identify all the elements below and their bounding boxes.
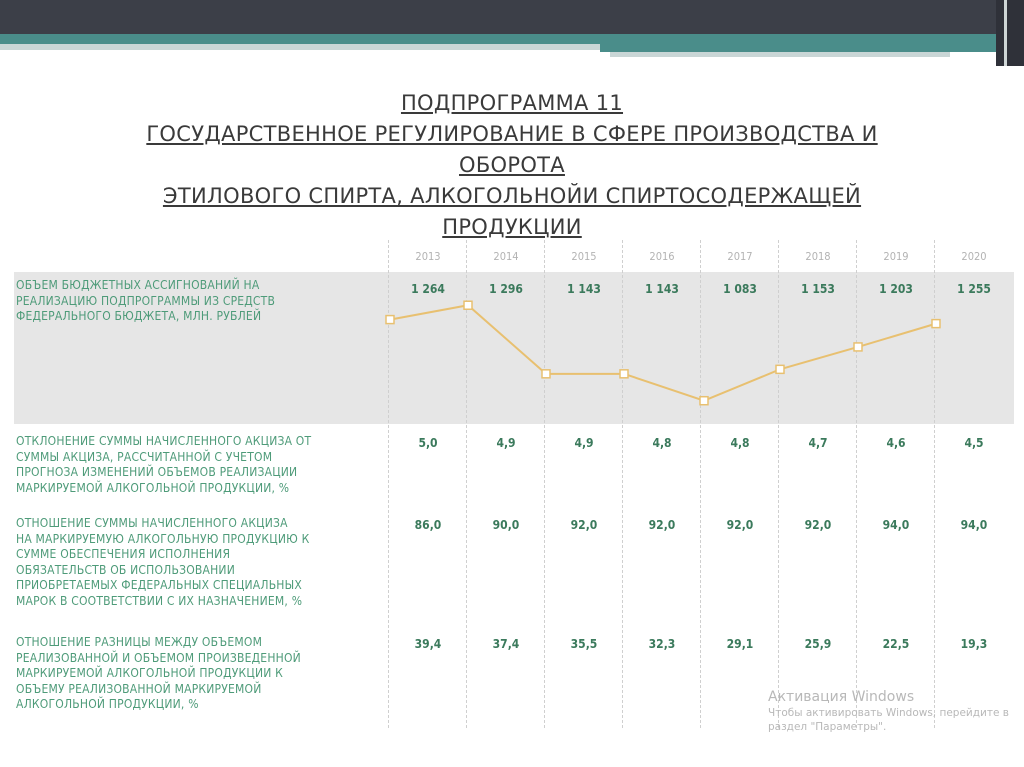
row-label [16,635,382,713]
row-label-line: МАРОК В СООТВЕТСТВИИ С ИХ НАЗНАЧЕНИЕМ, % [16,593,303,608]
table-cell: 1 255 [957,282,991,296]
table-cell: 1 083 [723,282,757,296]
column-divider [466,240,467,728]
row-label-line: ПРОГНОЗА ИЗМЕНЕНИЙ ОБЪЕМОВ РЕАЛИЗАЦИИ [16,465,298,479]
row-label-line: ОБЯЗАТЕЛЬСТВ ОБ ИСПОЛЬЗОВАНИИ [16,562,235,577]
watermark-line: Чтобы активировать Windows, перейдите в [768,707,1009,719]
title-line: ПРОДУКЦИИ [442,215,582,239]
top-teal-stripe-short [600,44,1000,52]
table-cell: 1 143 [567,282,601,296]
table-cell: 4,5 [964,436,984,450]
row-label-line: СУММЕ ОБЕСПЕЧЕНИЯ ИСПОЛНЕНИЯ [16,547,231,561]
column-divider [856,240,857,728]
table-cell: 4,9 [574,436,594,450]
year-header: 2017 [727,250,753,263]
row-label-line: РЕАЛИЗАЦИЮ ПОДПРОГРАММЫ ИЗ СРЕДСТВ [16,293,276,308]
row-label-line: ПРИОБРЕТАЕМЫХ ФЕДЕРАЛЬНЫХ СПЕЦИАЛЬНЫХ [16,578,302,592]
row-label-line: МАРКИРУЕМОЙ АЛКОГОЛЬНОЙ ПРОДУКЦИИ К [16,666,283,680]
table-cell: 35,5 [570,637,598,651]
slide-title [60,88,964,243]
year-header: 2018 [805,250,831,263]
row-label-line: МАРКИРУЕМОЙ АЛКОГОЛЬНОЙ ПРОДУКЦИИ, % [16,480,290,495]
title-line: ГОСУДАРСТВЕННОЕ РЕГУЛИРОВАНИЕ В СФЕРЕ ПРОИЗВОДСТВА И [146,122,878,146]
row-label-line: СУММЫ АКЦИЗА, РАССЧИТАННОЙ С УЧЕТОМ [16,449,273,464]
watermark-line: раздел "Параметры". [768,721,887,733]
year-header: 2016 [649,250,675,263]
table-cell: 86,0 [414,518,442,532]
top-right-block [996,0,1024,66]
year-header: 2019 [883,250,909,263]
table-cell: 29,1 [726,637,754,651]
windows-activation-watermark [768,688,1018,734]
column-divider [700,240,701,728]
year-header: 2013 [415,250,441,263]
table-cell: 19,3 [960,637,988,651]
column-divider [388,240,389,728]
top-teal-stripe [0,34,1000,44]
table-cell: 25,9 [804,637,832,651]
column-divider [622,240,623,728]
top-dark-band [0,0,1024,34]
table-cell: 4,8 [652,436,672,450]
title-line: ПОДПРОГРАММА 11 [400,91,624,115]
table-cell: 4,9 [496,436,516,450]
title-line: ОБОРОТА [459,153,565,177]
title-line: ЭТИЛОВОГО СПИРТА, АЛКОГОЛЬНОЙИ СПИРТОСОДЕРЖАЩЕЙ [162,184,862,208]
year-header: 2015 [571,250,597,263]
table-cell: 4,6 [886,436,906,450]
table-cell: 22,5 [882,637,910,651]
table-cell: 4,8 [730,436,750,450]
table-cell: 92,0 [726,518,754,532]
column-divider [778,240,779,728]
top-gray-stripe-short [610,52,950,57]
table-cell: 94,0 [882,518,910,532]
column-divider [544,240,545,728]
row-label [16,516,382,609]
table-cell: 1 264 [411,282,445,296]
row-label [16,434,382,496]
row-label-line: ОТНОШЕНИЕ РАЗНИЦЫ МЕЖДУ ОБЪЕМОМ [16,635,263,649]
table-cell: 1 296 [489,282,523,296]
table-cell: 39,4 [414,637,442,651]
watermark-title: Активация Windows [768,689,915,705]
top-right-divider [1004,0,1007,66]
top-gray-stripe [0,44,600,50]
year-header: 2014 [493,250,519,263]
row-label [16,278,382,325]
table-cell: 32,3 [648,637,676,651]
table-cell: 1 153 [801,282,835,296]
top-decorative-bar [0,0,1024,66]
table-cell: 92,0 [648,518,676,532]
row-label-line: НА МАРКИРУЕМУЮ АЛКОГОЛЬНУЮ ПРОДУКЦИЮ К [16,531,310,546]
row-label-line: РЕАЛИЗОВАННОЙ И ОБЪЕМОМ ПРОИЗВЕДЕННОЙ [16,650,301,665]
row-label-line: ОТНОШЕНИЕ СУММЫ НАЧИСЛЕННОГО АКЦИЗА [16,516,288,530]
table-cell: 94,0 [960,518,988,532]
table-cell: 1 203 [879,282,913,296]
row-label-line: ФЕДЕРАЛЬНОГО БЮДЖЕТА, МЛН. РУБЛЕЙ [16,309,262,323]
row-label-line: ОТКЛОНЕНИЕ СУММЫ НАЧИСЛЕННОГО АКЦИЗА ОТ [16,434,312,448]
column-divider [934,240,935,728]
table-cell: 92,0 [804,518,832,532]
table-cell: 4,7 [808,436,828,450]
table-cell: 5,0 [418,436,438,450]
table-cell: 1 143 [645,282,679,296]
row-label-line: ОБЪЕМ БЮДЖЕТНЫХ АССИГНОВАНИЙ НА [16,278,260,292]
row-label-line: АЛКОГОЛЬНОЙ ПРОДУКЦИИ, % [16,697,199,711]
table-cell: 37,4 [492,637,520,651]
table-cell: 92,0 [570,518,598,532]
row-label-line: ОБЪЕМУ РЕАЛИЗОВАННОЙ МАРКИРУЕМОЙ [16,681,262,696]
year-header: 2020 [961,250,987,263]
table-cell: 90,0 [492,518,520,532]
